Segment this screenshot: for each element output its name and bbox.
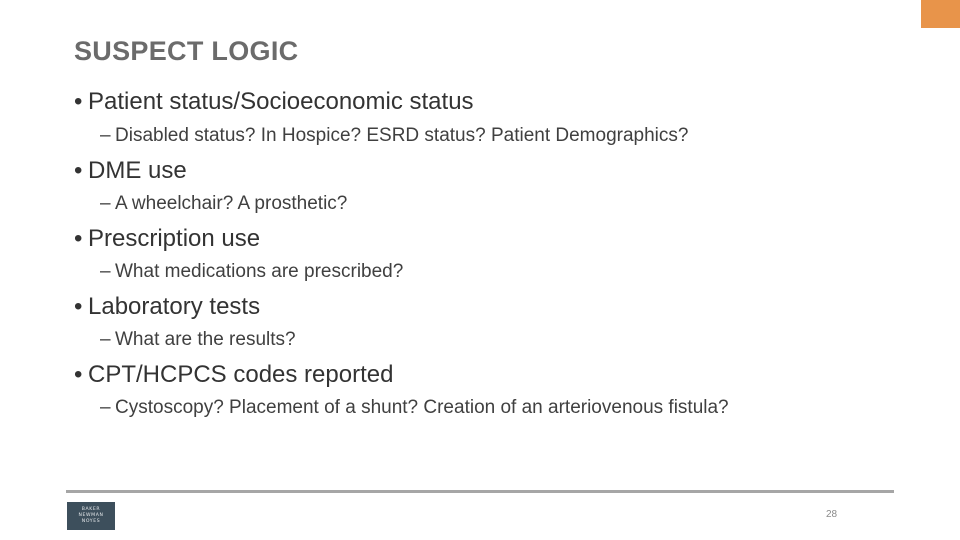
bullet-dot: • — [74, 361, 83, 388]
sub-bullet-dash: – — [100, 261, 111, 282]
logo-line: BAKER — [81, 507, 101, 512]
sub-bullet-dash: – — [100, 125, 111, 146]
bullet-item — [74, 361, 393, 389]
bullet-dot: • — [74, 157, 83, 184]
sub-bullet-text: Cystoscopy? Placement of a shunt? Creation of an arteriovenous fistula? — [115, 397, 729, 418]
sub-bullet-item — [100, 397, 729, 419]
sub-bullet-dash: – — [100, 329, 111, 350]
accent-square — [921, 0, 960, 28]
company-logo — [67, 502, 115, 530]
sub-bullet-text: A wheelchair? A prosthetic? — [115, 193, 348, 214]
footer-rule — [66, 490, 894, 493]
sub-bullet-item — [100, 329, 296, 351]
bullet-item — [74, 293, 260, 321]
bullet-text: CPT/HCPCS codes reported — [88, 361, 394, 388]
sub-bullet-text: Disabled status? In Hospice? ESRD status? Patient Demographics? — [115, 125, 689, 146]
slide-title: SUSPECT LOGIC — [74, 36, 299, 66]
bullet-item — [74, 157, 187, 185]
bullet-dot: • — [74, 88, 83, 115]
bullet-text: Patient status/Socioeconomic status — [88, 88, 474, 115]
sub-bullet-item — [100, 125, 688, 147]
sub-bullet-item — [100, 261, 403, 283]
page-number: 28 — [826, 509, 838, 520]
bullet-dot: • — [74, 225, 83, 252]
bullet-item — [74, 88, 474, 116]
bullet-text: Prescription use — [88, 225, 261, 252]
sub-bullet-dash: – — [100, 193, 111, 214]
sub-bullet-dash: – — [100, 397, 111, 418]
bullet-text: Laboratory tests — [88, 293, 261, 320]
sub-bullet-text: What medications are prescribed? — [115, 261, 404, 282]
sub-bullet-item — [100, 193, 347, 215]
bullet-text: DME use — [88, 157, 187, 184]
logo-line: NOYES — [81, 519, 101, 524]
sub-bullet-text: What are the results? — [115, 329, 296, 350]
logo-line: NEWMAN — [78, 513, 104, 518]
bullet-dot: • — [74, 293, 83, 320]
bullet-item — [74, 225, 260, 253]
